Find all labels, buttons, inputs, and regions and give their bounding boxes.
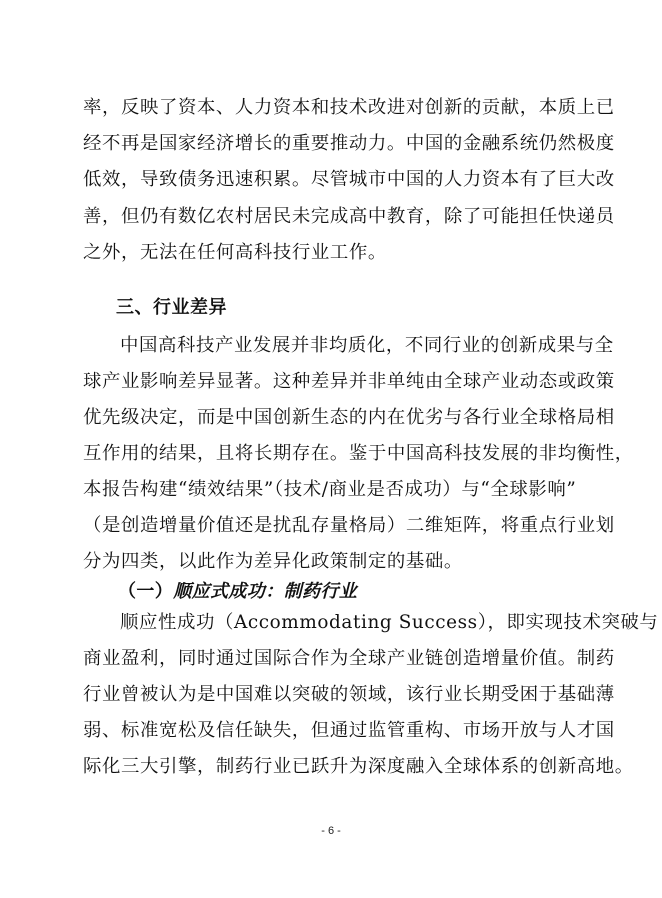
body-line: 分为四类，以此作为差异化政策制定的基础。 <box>83 551 463 572</box>
body-line: 顺应性成功（Accommodating Success），即实现技术突破与 <box>120 612 659 633</box>
body-line: 互作用的结果，且将长期存在。鉴于中国高科技发展的非均衡性， <box>83 443 634 464</box>
section-heading: 三、行业差异 <box>116 297 227 318</box>
body-line: （是创造增量价值还是扰乱存量格局）二维矩阵，将重点行业划 <box>83 515 615 536</box>
body-line: 善，但仍有数亿农村居民未完成高中教育，除了可能担任快递员 <box>83 206 615 227</box>
body-line: 球产业影响差异显著。这种差异并非单纯由全球产业动态或政策 <box>83 371 615 392</box>
page-number: - 6 - <box>321 825 341 837</box>
body-line: 低效，导致债务迅速积累。尽管城市中国的人力资本有了巨大改 <box>83 169 615 190</box>
subsection-heading-title: 顺应式成功：制药行业 <box>173 581 358 602</box>
body-line: 商业盈利，同时通过国际合作为全球产业链创造增量价值。制药 <box>83 648 615 669</box>
body-line: 经不再是国家经济增长的重要推动力。中国的金融系统仍然极度 <box>83 133 615 154</box>
body-line: 行业曾被认为是中国难以突破的领域，该行业长期受困于基础薄 <box>83 684 615 705</box>
body-line: 率，反映了资本、人力资本和技术改进对创新的贡献，本质上已 <box>83 97 615 118</box>
subsection-heading-prefix: （一） <box>118 581 174 602</box>
body-line: 之外，无法在任何高科技行业工作。 <box>83 242 387 263</box>
subsection-heading <box>118 578 357 606</box>
body-line: 际化三大引擎，制药行业已跃升为深度融入全球体系的创新高地。 <box>83 756 634 777</box>
body-line: 优先级决定，而是中国创新生态的内在优劣与各行业全球格局相 <box>83 407 615 428</box>
body-line: 中国高科技产业发展并非均质化，不同行业的创新成果与全 <box>120 335 614 356</box>
body-line: 弱、标准宽松及信任缺失，但通过监管重构、市场开放与人才国 <box>83 720 615 741</box>
body-line: 本报告构建“绩效结果”（技术/商业是否成功）与“全球影响” <box>83 479 577 500</box>
